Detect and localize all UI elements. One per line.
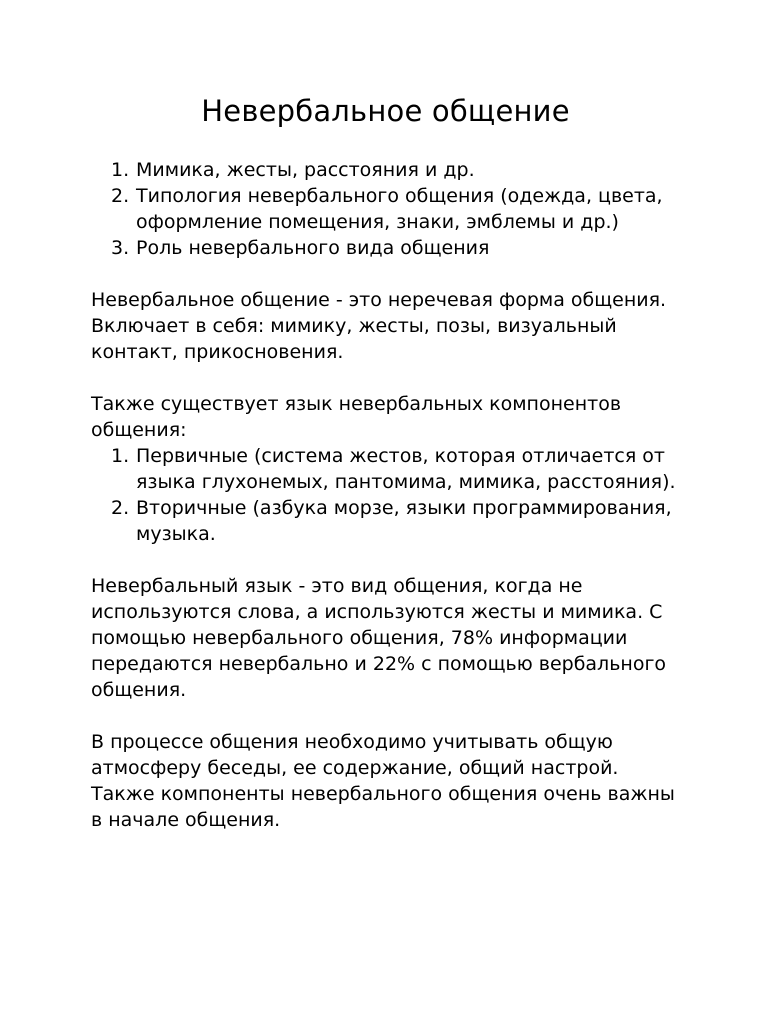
- list-item-number: 1.: [111, 159, 130, 181]
- list-item-text: Мимика, жесты, расстояния и др.: [136, 159, 475, 181]
- paragraph-definition: Невербальное общение - это неречевая форма общения. Включает в себя: мимику, жесты, позы, визуальный контакт, прикосновения.: [91, 289, 667, 363]
- paragraph-conclusion: В процессе общения необходимо учитывать общую атмосферу беседы, ее содержание, общий настрой. Также компоненты невербального общения очень важны в начале общения.: [91, 731, 675, 831]
- outline-list: [91, 157, 680, 261]
- list-item: [91, 443, 680, 495]
- components-list: [91, 443, 680, 547]
- list-item-number: 2.: [111, 497, 130, 519]
- list-item-text: Вторичные (азбука морзе, языки программирования, музыка.: [136, 497, 672, 545]
- list-item-text: Первичные (система жестов, которая отличается от языка глухонемых, пантомима, мимика, расстояния).: [136, 445, 676, 493]
- list-item-number: 3.: [111, 237, 130, 259]
- list-item: [91, 157, 680, 183]
- paragraph-components-intro: Также существует язык невербальных компонентов общения:: [91, 393, 622, 441]
- list-item-text: Типология невербального общения (одежда, цвета, оформление помещения, знаки, эмблемы и др.): [136, 185, 663, 233]
- list-item-text: Роль невербального вида общения: [136, 237, 490, 259]
- document-body: [91, 157, 680, 833]
- list-item: [91, 495, 680, 547]
- page-title: Невербальное общение: [201, 94, 570, 128]
- list-item: [91, 235, 680, 261]
- list-item-number: 2.: [111, 185, 130, 207]
- list-item: [91, 183, 680, 235]
- paragraph-nonverbal-language: Невербальный язык - это вид общения, когда не используются слова, а используются жесты и мимика. С помощью невербального общения, 78% информации передаются невербально и 22% с помощью вербального общения.: [91, 575, 667, 701]
- list-item-number: 1.: [111, 445, 130, 467]
